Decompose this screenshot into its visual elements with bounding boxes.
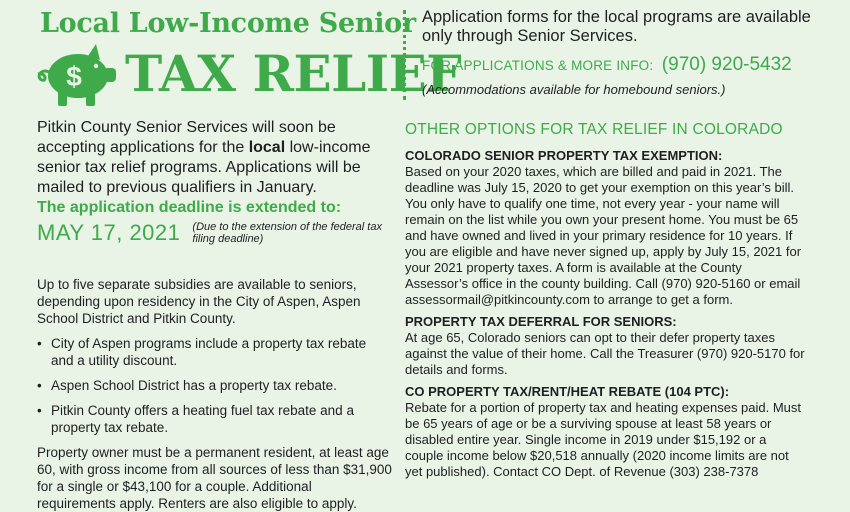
other-options-title: OTHER OPTIONS FOR TAX RELIEF IN COLORADO [405, 121, 783, 138]
piggy-bank-icon [30, 42, 120, 108]
programs-list [37, 335, 392, 436]
accommodations-note: (Accommodations available for homebound seniors.) [422, 82, 726, 97]
section-body: Rebate for a portion of property tax and heating expenses paid. Must be 65 years of age or be a surviving spouse at least 58 years or disabled entire year. Single income in 2019 under $15,192 or a couple income below $20,518 annually (2020 income limits are not yet published). Contact CO Dept. of Revenue (303) 238-7378 [405, 400, 802, 479]
list-item: • City of Aspen programs include a property tax rebate and a utility discount. [37, 335, 392, 369]
header-divider [403, 10, 406, 100]
section-body: Based on your 2020 taxes, which are billed and paid in 2021. The deadline was July 15, 2020 to get your exemption on this year’s bill. You only have to qualify one time, not every year - your name will remain on the list while you own your present home. You must be 65 and have owned and lived in your primary residence for 10 years. If you are eligible and have never signed up, apply by July 15, 2021 for your 2021 property taxes. A form is available at the County Assessor’s office in the county building. Call (970) 920-5160 or email assessormail@pitkincounty.com to arrange to get a form. [405, 164, 802, 307]
list-item: • Aspen School District has a property tax rebate. [37, 377, 392, 394]
intro-paragraph [37, 118, 392, 198]
requirements-paragraph: Property owner must be a permanent resident, at least age 60, with gross income from all sources of less than $31,900 for a single or $43,100 for a couple. Additional requirements apply. Renters are also eligible to apply. [37, 445, 392, 511]
section-heading: COLORADO SENIOR PROPERTY TAX EXEMPTION: [405, 148, 723, 163]
header-info-block [422, 8, 842, 97]
intro-text-1: Pitkin County Senior Services will soon be accepting applications for the [37, 119, 336, 156]
title-line-1: Local Low-Income Senior [40, 8, 416, 39]
section-heading: CO PROPERTY TAX/RENT/HEAT REBATE (104 PTC): [405, 384, 730, 399]
info-line [422, 54, 842, 76]
dollar-sign: $ [66, 61, 82, 92]
info-label: FOR APPLICATIONS & MORE INFO: [422, 58, 654, 73]
info-phone: (970) 920-5432 [661, 54, 792, 75]
intro-text-2: low-income senior tax relief programs. Applications will be mailed to previous qualifiers in January. [37, 139, 371, 196]
colorado-options-column [405, 121, 807, 486]
section-body: At age 65, Colorado seniors can opt to their defer property taxes against the value of their home. Call the Treasurer (970) 920-5170 for details and forms. [405, 330, 805, 377]
deadline-date: MAY 17, 2021 [37, 220, 181, 245]
intro-bold-local: local [248, 139, 286, 156]
deadline-row [37, 220, 392, 246]
section-heading: PROPERTY TAX DEFERRAL FOR SENIORS: [405, 314, 677, 329]
deadline-note: (Due to the extension of the federal tax filing deadline) [192, 221, 382, 245]
title-line-2: TAX RELIEF [125, 44, 462, 103]
list-item: • Pitkin County offers a heating fuel tax rebate and a property tax rebate. [37, 402, 392, 436]
deadline-label: The application deadline is extended to: [37, 199, 342, 216]
local-programs-column [37, 118, 392, 512]
subsidies-paragraph: Up to five separate subsidies are available to seniors, depending upon residency in the City of Aspen, Aspen School District and Pitkin County. [37, 277, 361, 326]
header-title-block [30, 6, 462, 110]
applications-text: Application forms for the local programs are available only through Senior Services. [422, 8, 811, 45]
